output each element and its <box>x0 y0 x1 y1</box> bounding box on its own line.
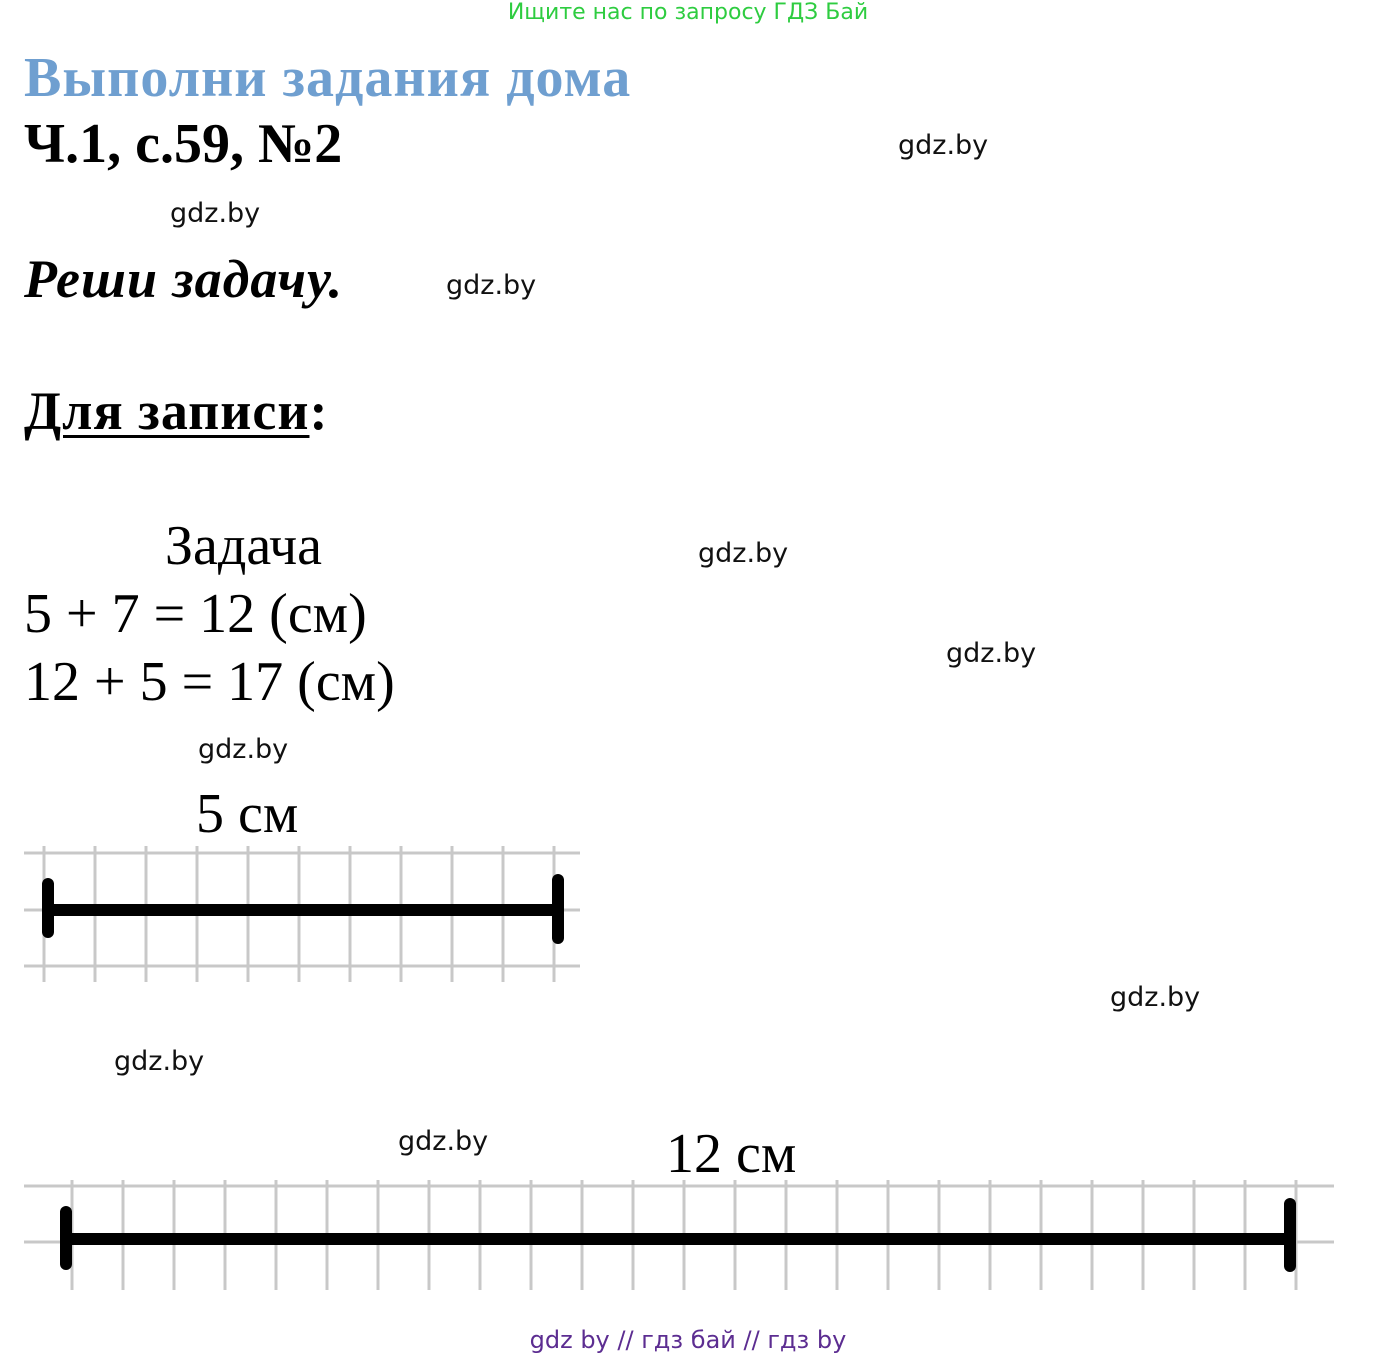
segment-2-line <box>66 1204 1290 1266</box>
exercise-reference: Ч.1, с.59, №2 <box>24 113 343 175</box>
watermark: gdz.by <box>1110 982 1201 1013</box>
watermark: gdz.by <box>446 270 537 301</box>
watermark: gdz.by <box>170 198 261 229</box>
solution-line-1: 5 + 7 = 12 (см) <box>24 583 367 645</box>
watermark: gdz.by <box>114 1046 205 1077</box>
segment-2-label: 12 см <box>666 1123 797 1185</box>
segment-1-line <box>48 880 558 938</box>
segment-1-label: 5 см <box>196 783 299 845</box>
segment-2-grid <box>24 1180 1334 1290</box>
segment-1-grid <box>24 840 580 982</box>
record-label: Для записи <box>24 381 310 441</box>
task-instruction: Реши задачу. <box>24 249 344 309</box>
record-colon: : <box>309 381 329 441</box>
watermark: gdz.by <box>698 538 789 569</box>
footer-links[interactable]: gdz by // гдз бай // гдз by <box>529 1326 847 1354</box>
watermark: gdz.by <box>198 734 289 765</box>
solution-line-2: 12 + 5 = 17 (см) <box>24 651 395 713</box>
page-heading: Выполни задания дома <box>24 47 632 109</box>
watermark: gdz.by <box>898 130 989 161</box>
solution-title: Задача <box>165 515 323 577</box>
top-banner[interactable]: Ищите нас по запросу ГДЗ Бай <box>507 0 869 25</box>
record-heading <box>24 380 328 442</box>
watermark: gdz.by <box>946 638 1037 669</box>
watermark: gdz.by <box>398 1126 489 1157</box>
